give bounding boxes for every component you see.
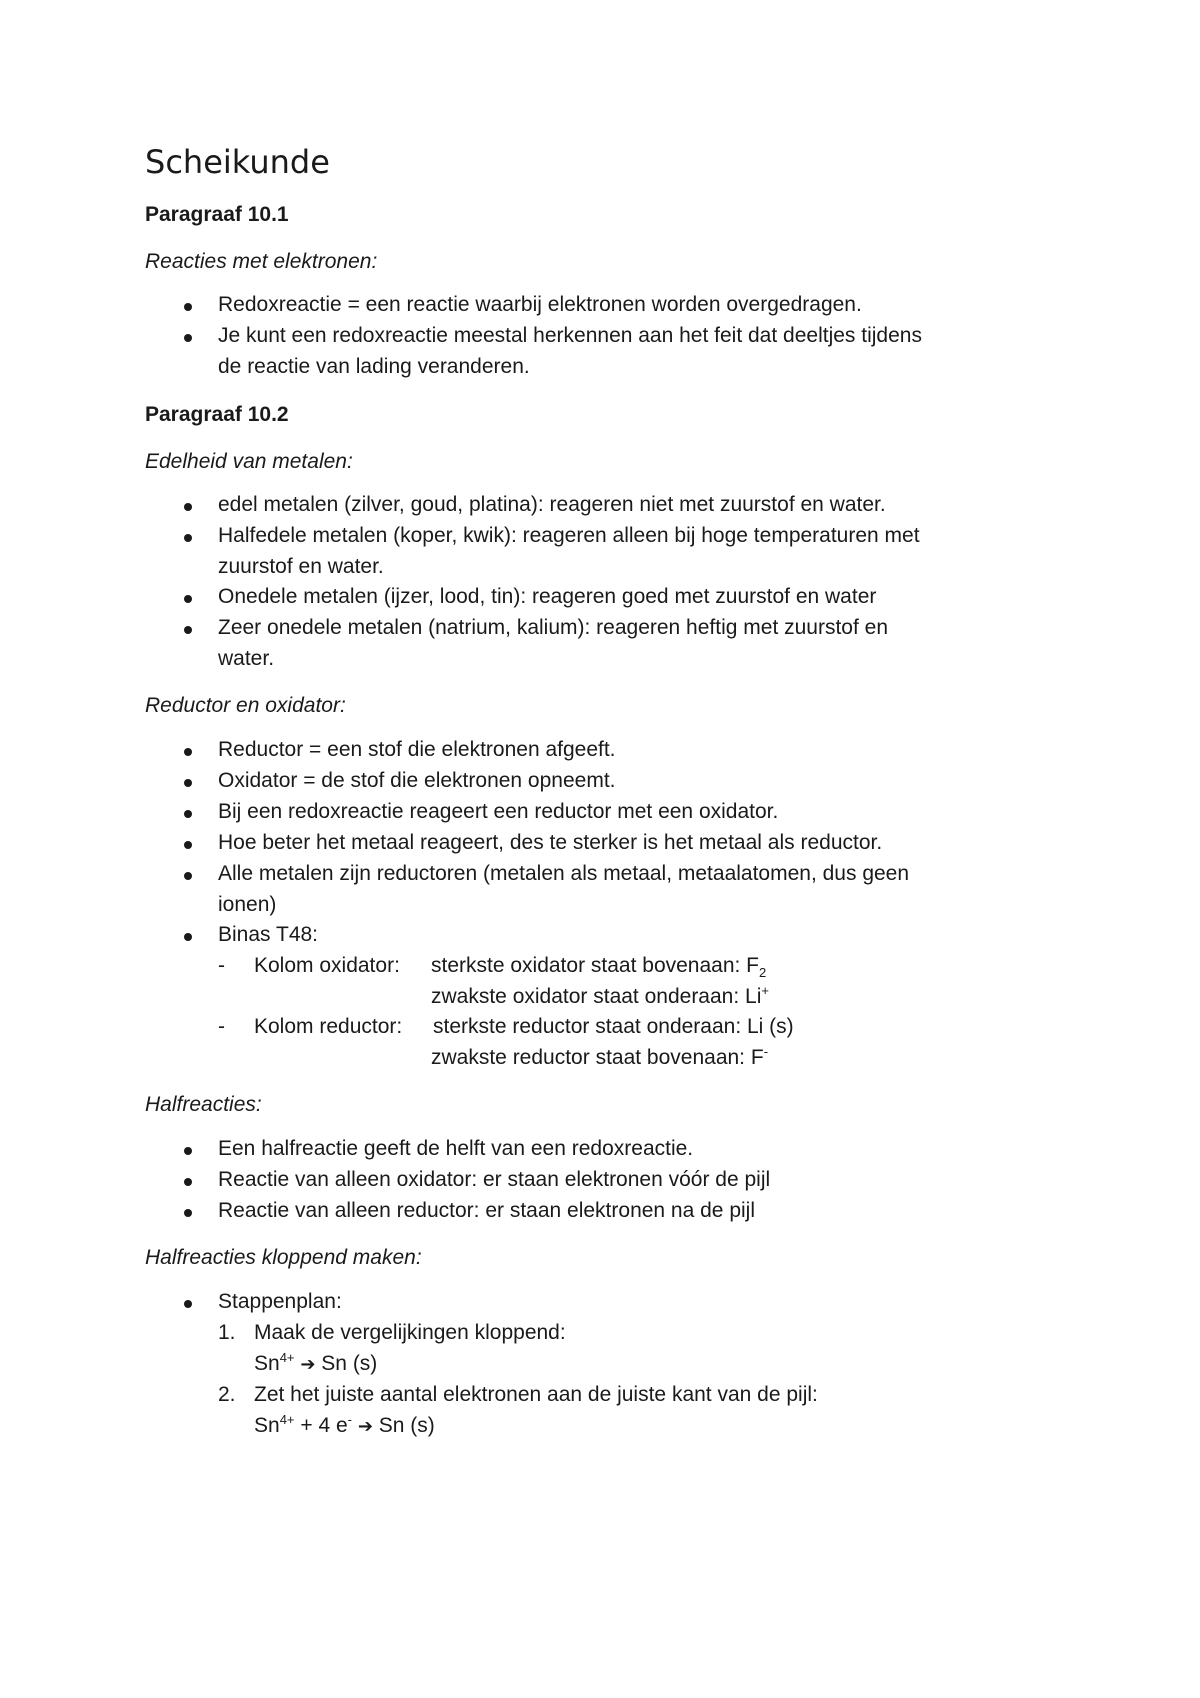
step-number: 1. xyxy=(218,1321,236,1344)
list-item: Een halfreactie geeft de helft van een redoxreactie. xyxy=(218,1137,694,1160)
bullet-icon xyxy=(184,933,192,941)
dash-marker: - xyxy=(218,1015,225,1038)
subheading-reacties: Reacties met elektronen: xyxy=(145,250,378,273)
kolom-oxidator-label: Kolom oxidator: xyxy=(254,954,400,977)
bullet-icon xyxy=(184,1178,192,1186)
kolom-oxidator-line1: sterkste oxidator staat bovenaan: $F_2$ xyxy=(431,954,767,981)
list-item: Binas T48: xyxy=(218,923,319,946)
bullet-icon xyxy=(184,534,192,542)
subheading-halfreacties: Halfreacties: xyxy=(145,1093,262,1116)
list-item: Reductor = een stof die elektronen afgeeft. xyxy=(218,738,616,761)
bullet-icon xyxy=(184,1209,192,1217)
kolom-reductor-line1: sterkste reductor staat onderaan: Li (s) xyxy=(433,1015,794,1038)
bullet-icon xyxy=(184,748,192,756)
list-item: Zeer onedele metalen (natrium, kalium): reageren heftig met zuurstof en xyxy=(218,616,889,639)
arrow-icon: ➔ xyxy=(357,1416,373,1437)
list-item: Reactie van alleen oxidator: er staan elektronen vóór de pijl xyxy=(218,1168,771,1191)
bullet-icon xyxy=(184,303,192,311)
list-item-continuation: ionen) xyxy=(218,893,277,916)
list-item: Onedele metalen (ijzer, lood, tin): reageren goed met zuurstof en water xyxy=(218,585,877,608)
bullet-icon xyxy=(184,872,192,880)
section-heading-10-2: Paragraaf 10.2 xyxy=(145,403,289,426)
bullet-icon xyxy=(184,841,192,849)
bullet-icon xyxy=(184,779,192,787)
list-item: Redoxreactie = een reactie waarbij elektronen worden overgedragen. xyxy=(218,293,862,316)
bullet-icon xyxy=(184,503,192,511)
list-item: Alle metalen zijn reductoren (metalen als metaal, metaalatomen, dus geen xyxy=(218,862,910,885)
step-equation: $Sn^{4+} + 4$ e- ➔ Sn (s) xyxy=(254,1412,435,1437)
list-item: Bij een redoxreactie reageert een reductor met een oxidator. xyxy=(218,800,779,823)
list-item-continuation: de reactie van lading veranderen. xyxy=(218,355,530,378)
subheading-kloppend: Halfreacties kloppend maken: xyxy=(145,1246,422,1269)
list-item: Halfedele metalen (koper, kwik): reageren alleen bij hoge temperaturen met xyxy=(218,524,920,547)
list-item: edel metalen (zilver, goud, platina): reageren niet met zuurstof en water. xyxy=(218,493,886,516)
bullet-icon xyxy=(184,1300,192,1308)
step-number: 2. xyxy=(218,1383,236,1406)
bullet-icon xyxy=(184,595,192,603)
kolom-reductor-label: Kolom reductor: xyxy=(254,1015,403,1038)
dash-marker: - xyxy=(218,954,225,977)
arrow-icon: ➔ xyxy=(300,1354,316,1375)
subheading-reductor: Reductor en oxidator: xyxy=(145,694,346,717)
step-text: Maak de vergelijkingen kloppend: xyxy=(254,1321,566,1344)
bullet-icon xyxy=(184,1147,192,1155)
list-item: Reactie van alleen reductor: er staan elektronen na de pijl xyxy=(218,1199,755,1222)
page-title: Scheikunde xyxy=(145,143,330,181)
list-item: Je kunt een redoxreactie meestal herkennen aan het feit dat deeltjes tijdens xyxy=(218,324,922,347)
list-item: Oxidator = de stof die elektronen opneemt. xyxy=(218,769,616,792)
step-equation: $Sn^{4+}$ ➔ Sn (s) xyxy=(254,1350,378,1375)
bullet-icon xyxy=(184,334,192,342)
list-item: Hoe beter het metaal reageert, des te sterker is het metaal als reductor. xyxy=(218,831,883,854)
list-item-continuation: water. xyxy=(218,647,275,670)
kolom-oxidator-line2: zwakste oxidator staat onderaan: Li+ xyxy=(431,983,769,1008)
subheading-edelheid: Edelheid van metalen: xyxy=(145,450,353,473)
list-item-continuation: zuurstof en water. xyxy=(218,555,384,578)
section-heading-10-1: Paragraaf 10.1 xyxy=(145,203,289,226)
list-item: Stappenplan: xyxy=(218,1290,342,1313)
bullet-icon xyxy=(184,810,192,818)
step-text: Zet het juiste aantal elektronen aan de juiste kant van de pijl: xyxy=(254,1383,818,1406)
kolom-reductor-line2: zwakste reductor staat bovenaan: F- xyxy=(431,1044,769,1069)
bullet-icon xyxy=(184,626,192,634)
